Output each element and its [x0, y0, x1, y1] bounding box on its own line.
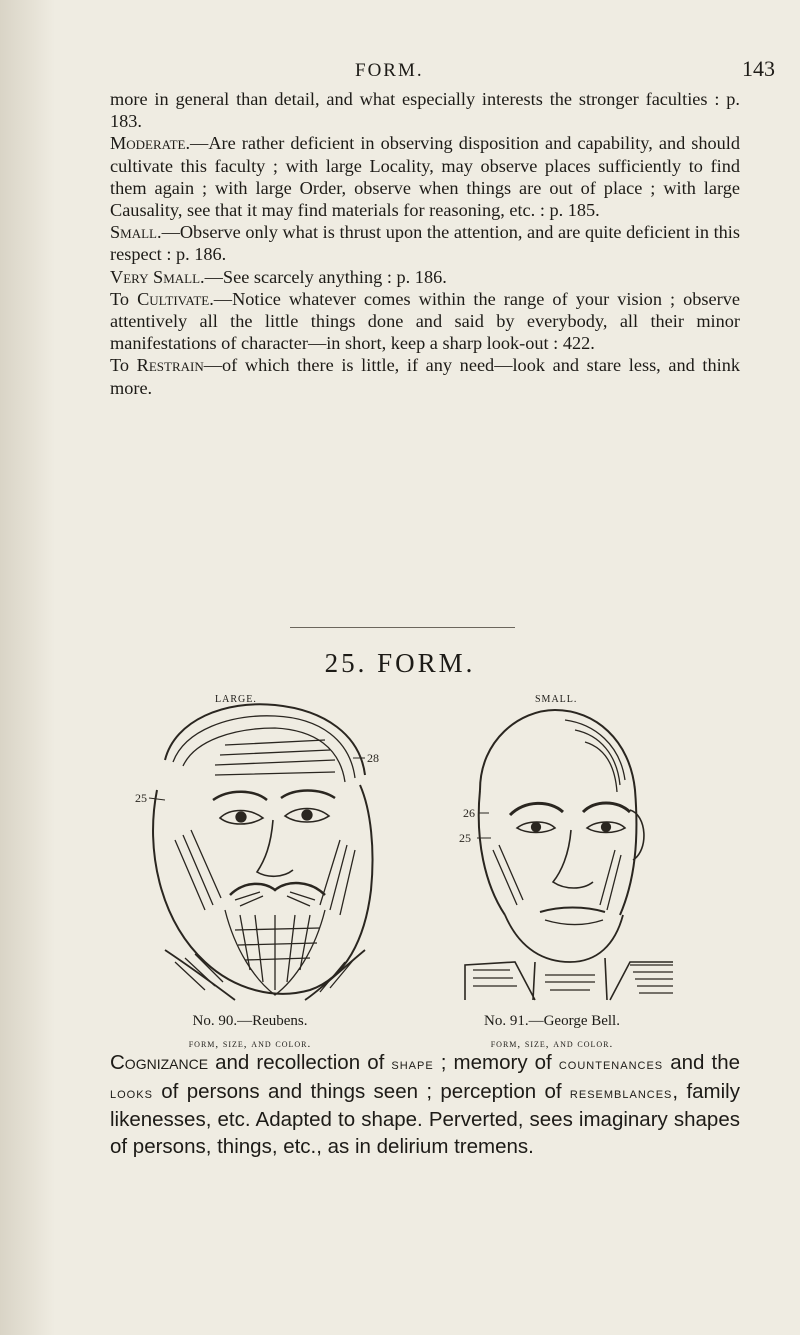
body-text [110, 88, 740, 399]
running-head [0, 52, 800, 82]
description-text: and recollection of [208, 1051, 392, 1074]
marker-28: 28 [367, 751, 379, 765]
marker-25-right: 25 [459, 831, 471, 845]
paragraph-lead: Small. [110, 222, 162, 243]
page-number: 143 [742, 56, 775, 81]
paragraph-lead: Restrain [136, 355, 204, 376]
marker-26: 26 [463, 806, 475, 820]
description-text: ; memory of [433, 1051, 559, 1074]
paragraph-very-small [110, 266, 740, 288]
paragraph-cultivate [110, 288, 740, 355]
paragraph-small [110, 221, 740, 265]
description-keyword: countenances [558, 1056, 664, 1073]
description-keyword: looks [110, 1084, 153, 1102]
description-keyword: shape [391, 1056, 434, 1073]
paragraph-text: —Are rather deficient in observing disposition and capability, and should cultivate this faculty ; with large Locality, may observe places sufficiently to find them again ; with large Order, observe when things are out of place ; with large Causality, see that it may find materials for reasoning, etc. : p. 185. [110, 133, 740, 221]
caption-title: No. 91.—George Bell. [484, 1013, 620, 1029]
paragraph-text: —Notice whatever comes within the range of your vision ; observe attentively all the little things done and said by everybody, all their minor manifestations of character—in short, keep a sharp look-out : 422. [110, 288, 740, 354]
marker-25-left: 25 [135, 791, 147, 805]
paragraph-moderate [110, 132, 740, 221]
description-lead: Cognizance [110, 1051, 209, 1074]
paragraph-lead: Very Small. [110, 266, 205, 287]
description-text: , family likenesses, etc. Adapted to shape. Perverted, sees imaginary shapes of persons, things, etc., as in delirium tremens. [110, 1079, 740, 1158]
paragraph-prefix: To [110, 288, 138, 309]
paragraph-text: —Observe only what is thrust upon the attention, and are quite deficient in this respect : p. 186. [110, 222, 740, 265]
section-divider [290, 627, 515, 628]
paragraph-prefix: To [110, 355, 137, 376]
paragraph-restrain [110, 354, 740, 398]
running-head-title: FORM. [355, 60, 424, 81]
caption-subtitle: form, size, and color. [490, 1038, 614, 1050]
portrait-george-bell-engraving [425, 700, 675, 1005]
caption-title: No. 90.—Reubens. [192, 1013, 308, 1029]
portrait-reubens-engraving [135, 700, 395, 1005]
caption-subtitle: form, size, and color. [188, 1038, 312, 1050]
faculty-description [110, 1050, 740, 1160]
paragraph-text: more in general than detail, and what especially interests the stronger faculties : p. 183. [110, 89, 740, 132]
figure-title: 25. FORM. [324, 648, 476, 678]
description-paragraph [110, 1050, 740, 1160]
label-large: LARGE. [215, 694, 257, 705]
description-text: of persons and things seen ; perception of [152, 1079, 570, 1103]
paragraph-continuation [110, 88, 740, 132]
paragraph-lead: Moderate. [110, 133, 191, 154]
paragraph-text: —See scarcely anything : p. 186. [204, 266, 447, 287]
paragraph-text: —of which there is little, if any need—look and stare less, and think more. [110, 355, 740, 398]
label-small: SMALL. [535, 694, 578, 705]
paragraph-lead: Cultivate. [137, 288, 214, 309]
description-keyword: resemblances [569, 1084, 673, 1102]
description-text: and the [663, 1051, 741, 1074]
